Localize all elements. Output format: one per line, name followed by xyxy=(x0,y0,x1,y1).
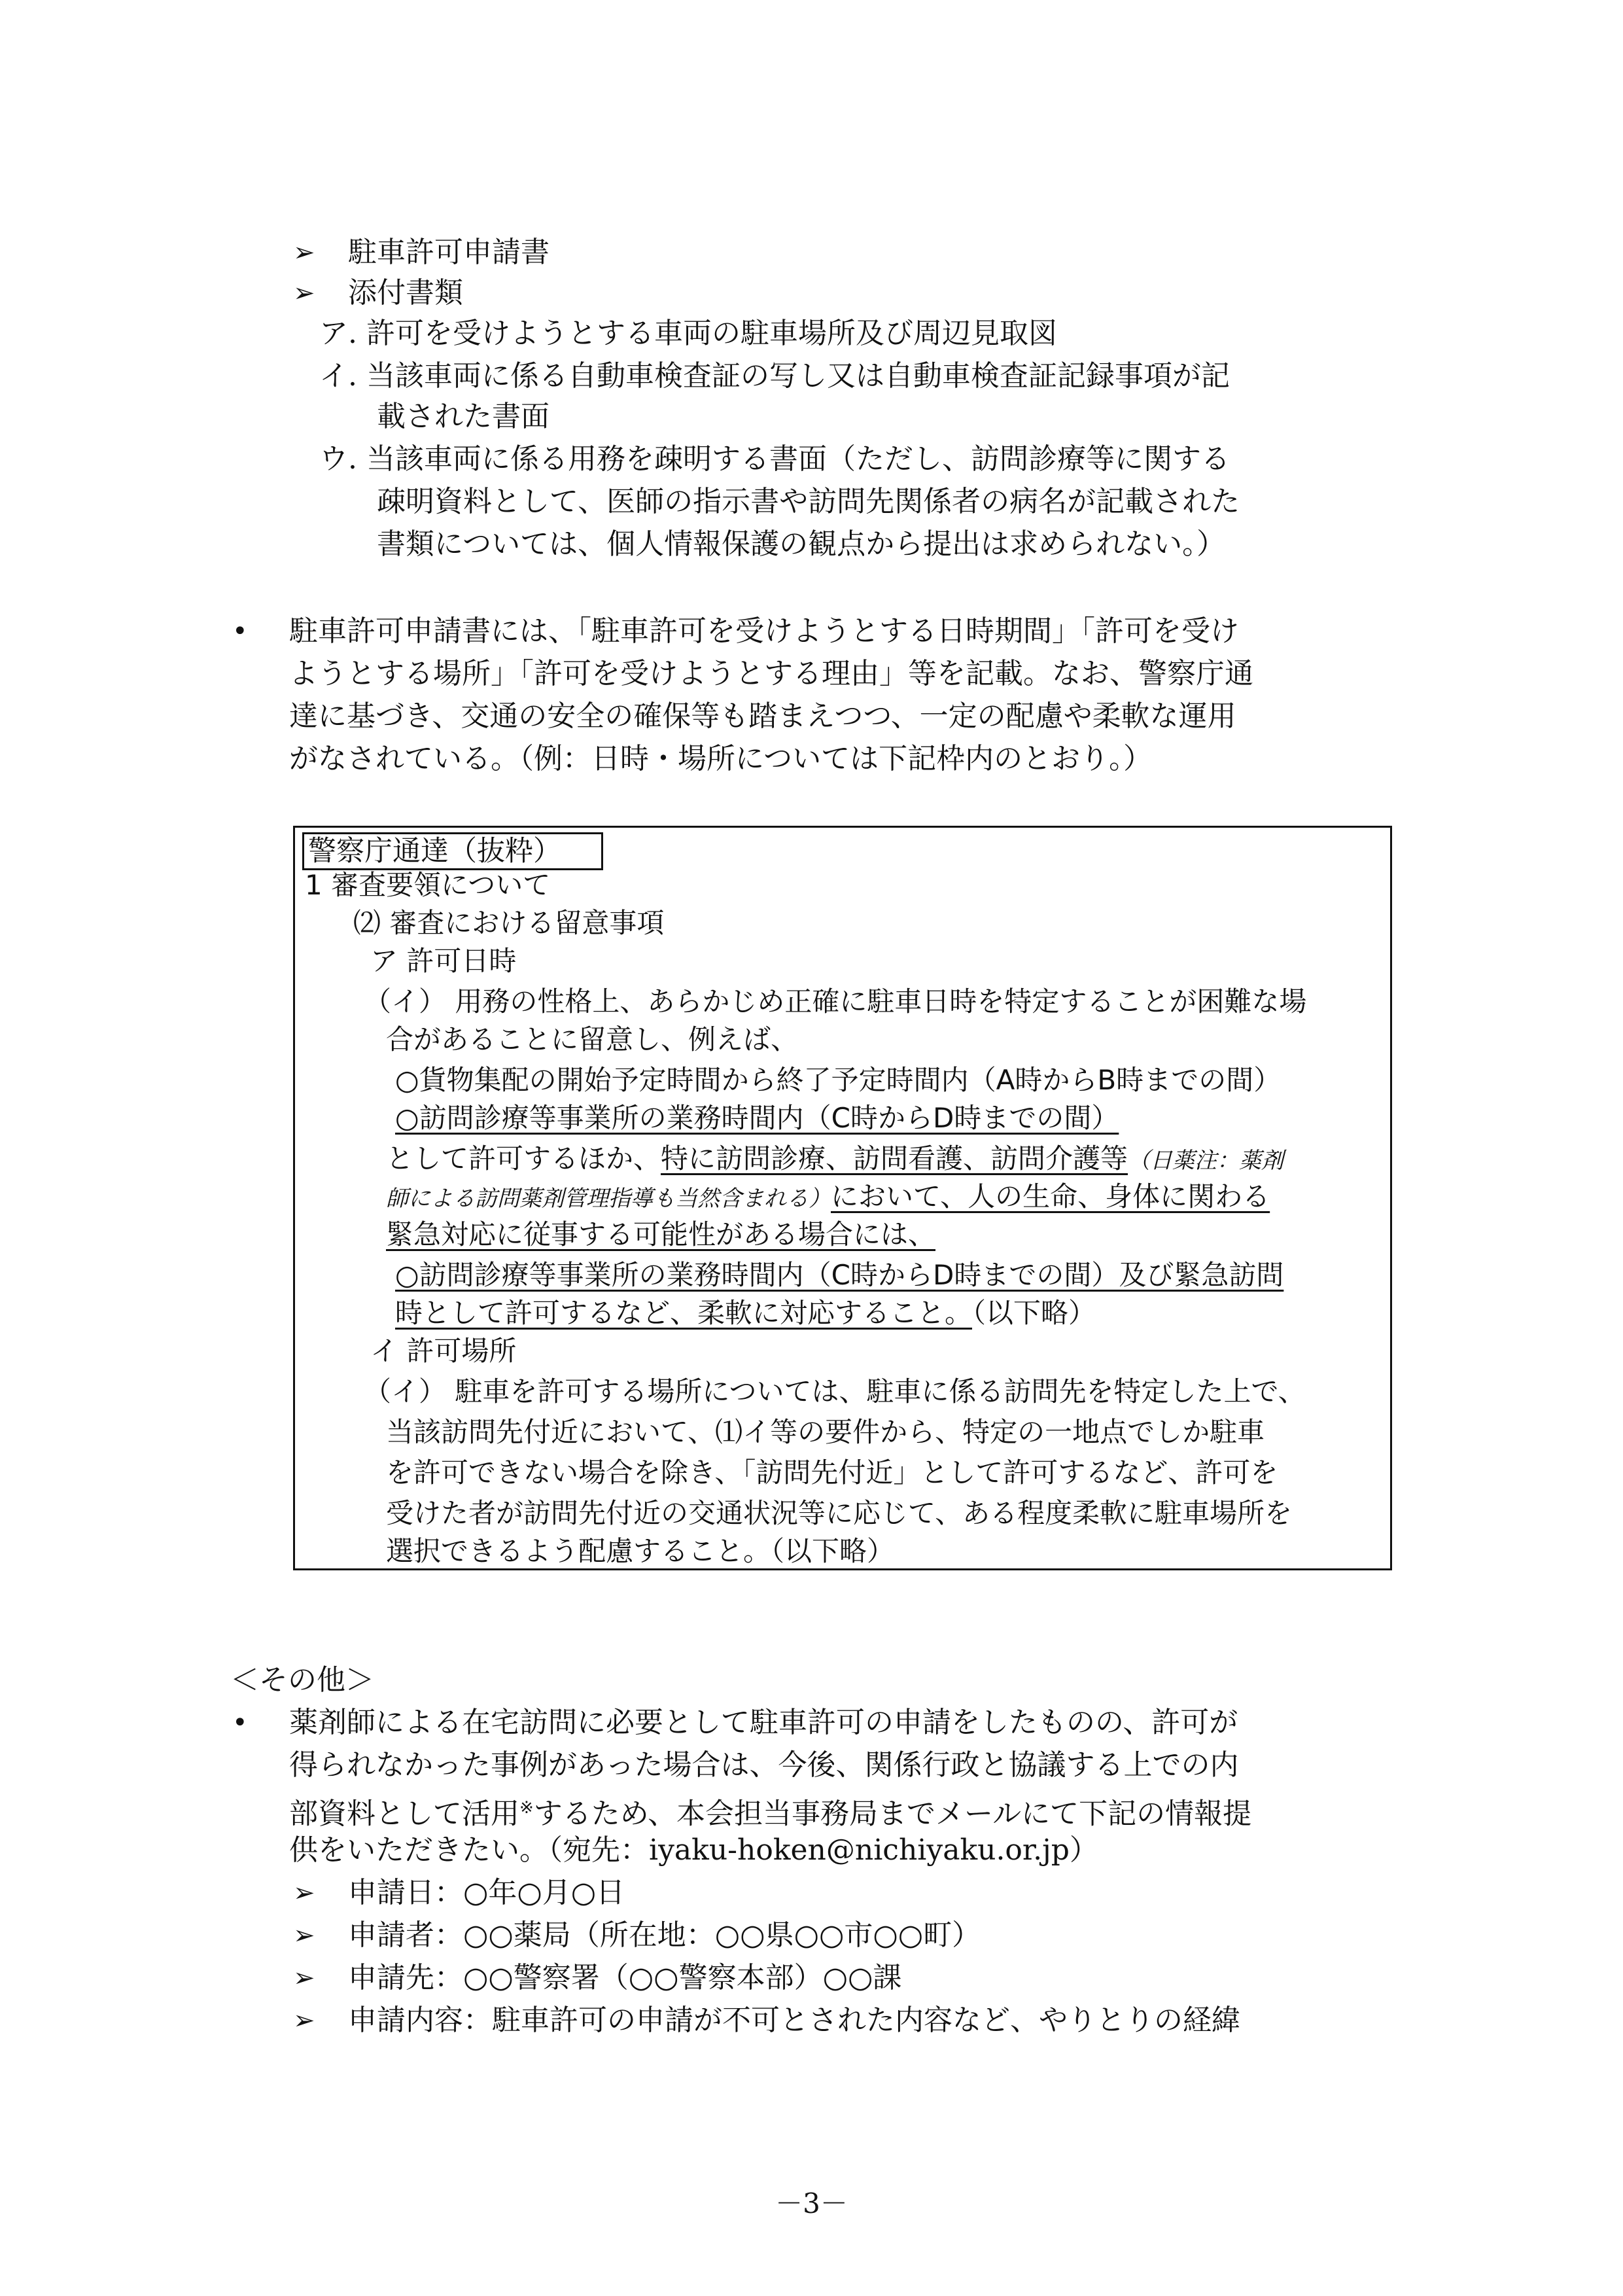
excerpt-line: ⑵ 審査における留意事項 xyxy=(353,907,665,939)
item-application-destination: 申請先：○○警察署（○○警察本部）○○課 xyxy=(348,1961,902,1994)
other-text: するため、本会担当事務局までメールにて下記の情報提 xyxy=(533,1797,1252,1831)
para1-line2: ようとする場所」「許可を受けようとする理由」等を記載。なお、警察庁通 xyxy=(289,657,1253,690)
item-application-date: 申請日：○年○月○日 xyxy=(348,1876,625,1909)
excerpt-line: 選択できるよう配慮すること。（以下略） xyxy=(386,1535,895,1567)
excerpt-note: 師による訪問薬剤管理指導も当然含まれる） xyxy=(386,1186,831,1212)
excerpt-note: （日薬注：薬剤 xyxy=(1128,1148,1284,1174)
excerpt-line: 合があることに留意し、例えば、 xyxy=(386,1023,799,1055)
item-parking-permit-application: 駐車許可申請書 xyxy=(348,236,550,269)
attachment-u-line2: 疎明資料として、医師の指示書や訪問先関係者の病名が記載された xyxy=(377,485,1240,518)
excerpt-line-underlined: ○訪問診療等事業所の業務時間内（C時からD時までの間） xyxy=(395,1102,1119,1134)
excerpt-line: （イ） 駐車を許可する場所については、駐車に係る訪問先を特定した上で、 xyxy=(364,1375,1306,1407)
dot-bullet-icon: • xyxy=(232,1708,248,1738)
excerpt-line-underlined: ○訪問診療等事業所の業務時間内（C時からD時までの間）及び緊急訪問 xyxy=(395,1259,1284,1291)
excerpt-line: ○貨物集配の開始予定時間から終了予定時間内（A時からB時までの間） xyxy=(395,1064,1282,1096)
attachment-i-line1: イ. 当該車両に係る自動車検査証の写し又は自動車検査証記録事項が記 xyxy=(319,359,1230,393)
excerpt-text-underlined: において、人の生命、身体に関わる xyxy=(831,1180,1270,1212)
excerpt-line: 当該訪問先付近において、⑴イ等の要件から、特定の一地点でしか駐車 xyxy=(386,1416,1265,1448)
arrow-bullet-icon: ➢ xyxy=(293,1920,315,1951)
excerpt-line xyxy=(395,1294,1096,1332)
arrow-bullet-icon: ➢ xyxy=(293,278,315,308)
excerpt-title: 警察庁通達（抜粋） xyxy=(302,832,603,870)
excerpt-line: 1 審査要領について xyxy=(305,869,551,901)
excerpt-line: （イ） 用務の性格上、あらかじめ正確に駐車日時を特定することが困難な場 xyxy=(364,985,1307,1017)
para1-line1: 駐車許可申請書には、「駐車許可を受けようとする日時期間」「許可を受け xyxy=(289,614,1239,648)
excerpt-text-underlined: 時として許可するなど、柔軟に対応すること。 xyxy=(395,1297,973,1329)
attachment-a: ア. 許可を受けようとする車両の駐車場所及び周辺見取図 xyxy=(319,317,1057,350)
attachment-i-line2: 載された書面 xyxy=(377,400,550,433)
other-line1: 薬剤師による在宅訪問に必要として駐車許可の申請をしたものの、許可が xyxy=(289,1706,1238,1739)
excerpt-line-underlined: 緊急対応に従事する可能性がある場合には、 xyxy=(386,1218,936,1250)
attachment-u-line3: 書類については、個人情報保護の観点から提出は求められない。） xyxy=(377,527,1226,561)
excerpt-line: を許可できない場合を除き、「訪問先付近」として許可するなど、許可を xyxy=(386,1457,1278,1489)
item-application-content: 申請内容：駐車許可の申請が不可とされた内容など、やりとりの経緯 xyxy=(348,2004,1240,2037)
para1-line4: がなされている。（例：日時・場所については下記枠内のとおり。） xyxy=(289,742,1153,775)
other-line3 xyxy=(289,1788,1251,1834)
arrow-bullet-icon: ➢ xyxy=(293,238,315,268)
page-number: －3－ xyxy=(775,2187,848,2219)
other-heading: ＜その他＞ xyxy=(230,1663,374,1697)
excerpt-line: 受けた者が訪問先付近の交通状況等に応じて、ある程度柔軟に駐車場所を xyxy=(386,1497,1293,1529)
excerpt-line xyxy=(386,1178,1270,1218)
excerpt-text: として許可するほか、 xyxy=(386,1142,661,1174)
other-line2: 得られなかった事例があった場合は、今後、関係行政と協議する上での内 xyxy=(289,1748,1239,1782)
arrow-bullet-icon: ➢ xyxy=(293,2005,315,2036)
excerpt-line: イ 許可場所 xyxy=(370,1335,517,1367)
item-applicant: 申請者：○○薬局（所在地：○○県○○市○○町） xyxy=(348,1918,981,1952)
item-attachments: 添付書類 xyxy=(348,276,463,309)
other-line4: 供をいただきたい。（宛先：iyaku-hoken@nichiyaku.or.jp） xyxy=(289,1833,1098,1867)
footnote-mark: ※ xyxy=(519,1798,534,1818)
excerpt-text: （以下略） xyxy=(972,1297,1096,1329)
para1-line3: 達に基づき、交通の安全の確保等も踏まえつつ、一定の配慮や柔軟な運用 xyxy=(289,699,1236,733)
attachment-u-line1: ウ. 当該車両に係る用務を疎明する書面（ただし、訪問診療等に関する xyxy=(319,442,1230,476)
arrow-bullet-icon: ➢ xyxy=(293,1963,315,1993)
excerpt-line: ア 許可日時 xyxy=(370,945,517,977)
arrow-bullet-icon: ➢ xyxy=(293,1878,315,1908)
other-text: 部資料として活用 xyxy=(289,1797,519,1831)
excerpt-line xyxy=(386,1140,1283,1180)
excerpt-text-underlined: 特に訪問診療、訪問看護、訪問介護等 xyxy=(661,1142,1128,1174)
dot-bullet-icon: • xyxy=(232,616,248,646)
